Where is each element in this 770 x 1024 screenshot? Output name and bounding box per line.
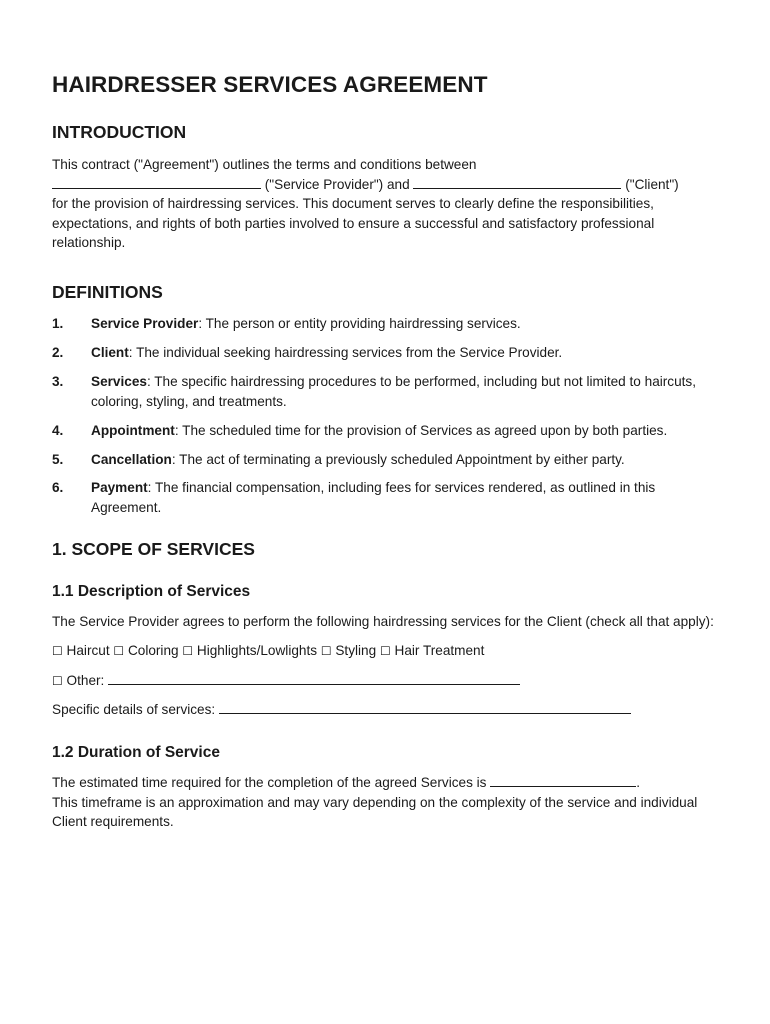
duration-rest: This timeframe is an approximation and may vary depending on the complexity of the service and individual Client requirements. xyxy=(52,794,698,830)
duration-line1 xyxy=(52,773,718,793)
client-blank[interactable] xyxy=(413,175,621,189)
haircut-label: Haircut xyxy=(66,643,110,659)
definition-term: Appointment xyxy=(91,422,175,438)
definition-item xyxy=(52,478,718,517)
duration-line1-end: . xyxy=(636,775,641,791)
introduction-paragraph xyxy=(52,155,718,253)
duration-subheading: 1.2 Duration of Service xyxy=(52,744,220,762)
definition-item xyxy=(52,372,718,411)
styling-label: Styling xyxy=(335,643,377,659)
other-service-row xyxy=(52,671,718,692)
definition-number: 1. xyxy=(52,315,64,331)
definition-body xyxy=(91,450,718,470)
definition-text: : The scheduled time for the provision of Services as agreed upon by both parties. xyxy=(174,422,668,438)
other-checkbox[interactable]: ☐ xyxy=(52,673,63,688)
scope-heading: 1. SCOPE OF SERVICES xyxy=(52,538,255,559)
client-label: ("Client") xyxy=(621,176,679,192)
definition-number: 4. xyxy=(52,422,64,438)
other-label: Other: xyxy=(66,672,105,688)
definition-number: 3. xyxy=(52,373,64,389)
definition-text: : The financial compensation, including fees for services rendered, as outlined in this Agreement. xyxy=(91,480,656,516)
description-intro: The Service Provider agrees to perform the following hairdressing services for the Client (check all that apply): xyxy=(52,613,714,629)
service-provider-blank[interactable] xyxy=(52,175,261,189)
highlights-label: Highlights/Lowlights xyxy=(196,643,318,659)
introduction-line1: This contract ("Agreement") outlines the terms and conditions between xyxy=(52,157,477,172)
hair-treatment-checkbox[interactable]: ☐ xyxy=(379,644,391,659)
definition-body xyxy=(91,421,718,441)
definition-item xyxy=(52,421,718,441)
coloring-checkbox[interactable]: ☐ xyxy=(113,644,125,659)
definition-term: Payment xyxy=(91,480,148,496)
definition-item xyxy=(52,343,718,363)
haircut-checkbox[interactable]: ☐ xyxy=(52,644,63,659)
introduction-rest: for the provision of hairdressing services. This document serves to clearly define the responsibilities, expectations, and rights of both parties involved to ensure a successful and satisfactory professional relationship. xyxy=(52,196,655,251)
definitions-list xyxy=(52,314,718,518)
duration-blank[interactable] xyxy=(490,773,636,787)
definition-item xyxy=(52,450,718,470)
service-provider-label: ("Service Provider") and xyxy=(261,176,414,192)
definition-term: Cancellation xyxy=(91,451,172,467)
definition-text: : The specific hairdressing procedures to be performed, including but not limited to haircuts, coloring, styling, and treatments. xyxy=(91,373,697,409)
document-title: HAIRDRESSER SERVICES AGREEMENT xyxy=(52,72,488,97)
definition-body xyxy=(91,343,718,363)
duration-line1-text: The estimated time required for the completion of the agreed Services is xyxy=(52,775,491,791)
description-subheading: 1.1 Description of Services xyxy=(52,582,251,600)
definition-body xyxy=(91,478,718,517)
specific-details-row xyxy=(52,700,718,720)
specific-details-blank[interactable] xyxy=(219,700,631,714)
coloring-label: Coloring xyxy=(127,643,179,659)
definitions-heading: DEFINITIONS xyxy=(52,281,163,302)
duration-paragraph xyxy=(52,773,718,832)
definition-number: 5. xyxy=(52,451,64,467)
definition-text: : The person or entity providing hairdressing services. xyxy=(198,315,521,331)
specific-details-label: Specific details of services: xyxy=(52,702,216,718)
definition-term: Services xyxy=(91,373,147,389)
other-service-blank[interactable] xyxy=(108,671,520,685)
definition-text: : The individual seeking hairdressing services from the Service Provider. xyxy=(128,344,563,360)
highlights-checkbox[interactable]: ☐ xyxy=(182,644,194,659)
introduction-parties-line xyxy=(52,175,718,195)
definition-number: 6. xyxy=(52,480,64,496)
definition-item xyxy=(52,314,718,334)
definition-body xyxy=(91,314,718,334)
hair-treatment-label: Hair Treatment xyxy=(394,643,485,659)
introduction-heading: INTRODUCTION xyxy=(52,122,187,142)
definition-text: : The act of terminating a previously scheduled Appointment by either party. xyxy=(171,451,625,467)
definition-term: Service Provider xyxy=(91,315,199,331)
definition-body xyxy=(91,372,718,411)
definition-number: 2. xyxy=(52,344,64,360)
services-checkbox-row xyxy=(52,641,718,662)
definition-term: Client xyxy=(91,344,129,360)
styling-checkbox[interactable]: ☐ xyxy=(320,644,332,659)
